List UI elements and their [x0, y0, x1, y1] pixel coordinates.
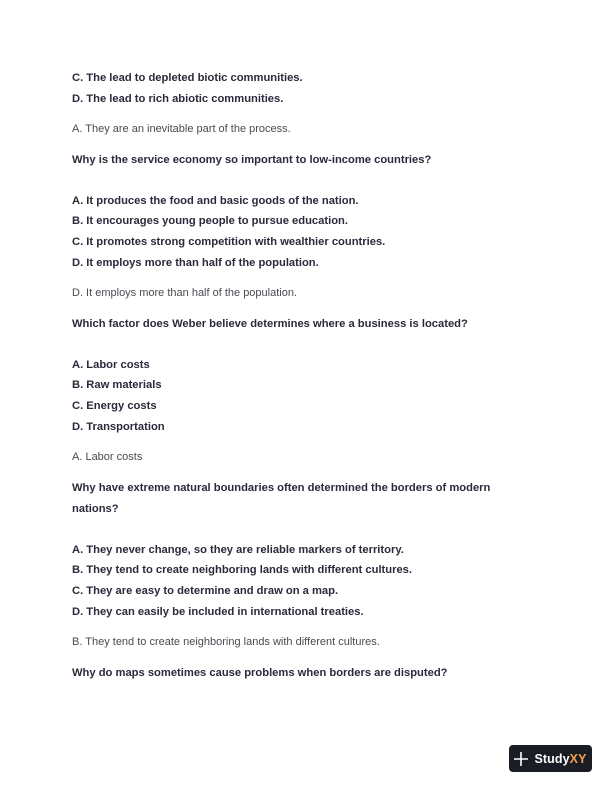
option-a: A. They never change, so they are reliable markers of territory.	[72, 543, 404, 556]
plus-icon	[514, 752, 528, 766]
option-b: B. They tend to create neighboring lands with different cultures.	[72, 564, 413, 577]
option-a: A. Labor costs	[72, 358, 150, 371]
option-b: B. It encourages young people to pursue education.	[72, 215, 348, 228]
studyxy-badge[interactable]	[509, 745, 592, 772]
option-c: C. Energy costs	[72, 399, 157, 412]
question: Why is the service economy so important to low-income countries?	[72, 153, 432, 166]
answer: A. Labor costs	[72, 451, 143, 464]
question: Why have extreme natural boundaries often determined the borders of modern nations?	[72, 481, 491, 515]
answer: B. They tend to create neighboring lands with different cultures.	[72, 636, 380, 649]
answer: D. It employs more than half of the population.	[72, 287, 298, 300]
option-c: C. It promotes strong competition with wealthier countries.	[72, 235, 386, 248]
option-a: A. It produces the food and basic goods of the nation.	[72, 194, 359, 207]
brand-logo: StudyXY	[534, 751, 587, 766]
answer: A. They are an inevitable part of the process.	[72, 123, 291, 136]
option-c: C. They are easy to determine and draw on a map.	[72, 584, 339, 597]
option-c: C. The lead to depleted biotic communities.	[72, 72, 303, 84]
option-d: D. They can easily be included in international treaties.	[72, 605, 364, 618]
question: Which factor does Weber believe determines where a business is located?	[72, 317, 468, 330]
option-d: D. The lead to rich abiotic communities.	[72, 92, 284, 105]
option-d: D. It employs more than half of the population.	[72, 256, 319, 269]
document-page	[72, 68, 542, 684]
question: Why do maps sometimes cause problems when borders are disputed?	[72, 666, 448, 679]
option-d: D. Transportation	[72, 420, 165, 433]
option-b: B. Raw materials	[72, 379, 162, 392]
